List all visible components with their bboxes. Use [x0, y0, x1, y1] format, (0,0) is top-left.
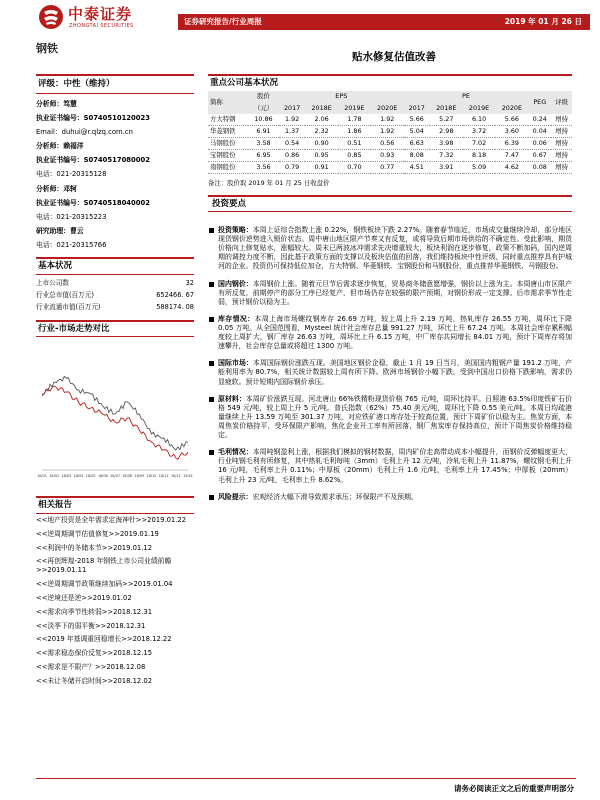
bullet-icon: [209, 317, 214, 322]
x-tick-label: 18/09: [134, 474, 145, 478]
x-tick-label: 18/05: [85, 474, 96, 478]
table-cell: 2.06: [305, 114, 338, 126]
table-cell: 0.08: [528, 161, 551, 173]
table-cell: 3.98: [430, 137, 463, 149]
table-note: 备注：股价取 2019 年 01 月 25 日收盘价: [208, 178, 330, 187]
company-name-cell: 方大特钢: [208, 114, 248, 126]
table-cell: 增持: [551, 149, 572, 161]
table-cell: 7.32: [430, 149, 463, 161]
table-cell: 1.92: [279, 114, 305, 126]
table-cell: 7.02: [463, 137, 496, 149]
table-cell: 0.24: [528, 114, 551, 126]
point-item: 原材料：本周矿价涨跌互现。河北唐山 66%铁精粉现货价格 765 元/吨，周环比持平。日照港 63.5%印度铁矿石价格 549 元/吨，较上周上升 5 元/吨。普氏指数（62%）75.40 美元/吨，周环比下降 0.55 美元/吨。本周日均疏港量继续上升 13.59 万吨至 301.37 万吨，对应铁矿港口库存处于较高位置，预计下周矿价以稳为主。焦炭方面，本周焦炭价格持平，受环保限产影响，焦化企业开工率有所回落，钢厂焦炭库存保持高位，预计下周焦炭价格维持稳定。: [208, 395, 572, 441]
table-row: [208, 114, 572, 126]
table-cell: 0.51: [338, 137, 371, 149]
logo-icon: [38, 4, 64, 30]
related-report-item[interactable]: <<逆周期调节估值修复>>2019.01.19: [36, 529, 159, 538]
industry-label: 钢铁: [36, 42, 58, 55]
bullet-icon: [209, 282, 214, 287]
table-cell: 0.90: [305, 137, 338, 149]
related-report-item[interactable]: <<再创辉煌-2018 年钢铁上市公司业绩前瞻>>2019.01.11: [36, 557, 172, 575]
stat-row: 行业总市值(百万元) 652466. 67: [36, 291, 194, 300]
table-cell: 3.58: [248, 137, 279, 149]
table-cell: 3.60: [495, 125, 528, 137]
report-title: 贴水修复估值改善: [352, 51, 436, 63]
company-name-cell: 华菱钢铁: [208, 125, 248, 137]
table-cell: 5.66: [404, 114, 430, 126]
table-cell: 3.91: [430, 161, 463, 173]
table-cell: 0.70: [338, 161, 371, 173]
analyst-line: 研究助理：曹云: [36, 227, 84, 236]
table-cell: 0.86: [279, 149, 305, 161]
analyst-line: 分析师：笃慧: [36, 99, 77, 108]
table-cell: 1.92: [371, 114, 404, 126]
x-tick-label: 18/07: [110, 474, 120, 478]
table-cell: 10.86: [248, 114, 279, 126]
table-row: [208, 137, 572, 149]
table-cell: 0.54: [279, 137, 305, 149]
table-row: [208, 149, 572, 161]
point-item: 风险提示：宏观经济大幅下滑导致需求承压；环保限产不及预期。: [208, 493, 572, 502]
key-points: [208, 226, 572, 510]
bullet-icon: [209, 450, 214, 455]
table-cell: 0.95: [305, 149, 338, 161]
related-reports-list: [36, 516, 196, 691]
table-cell: 0.56: [371, 137, 404, 149]
table-cell: 1.92: [371, 125, 404, 137]
series-line-1: [42, 376, 188, 450]
table-cell: 5.09: [463, 161, 496, 173]
analyst-line: Email：duhui@r.qlzq.com.cn: [36, 127, 133, 136]
table-cell: 2.32: [305, 125, 338, 137]
analyst-line: 执业证书编号：S0740517080002: [36, 156, 150, 165]
report-date: 2019 年 01 月 26 日: [504, 17, 582, 26]
table-cell: 6.95: [248, 149, 279, 161]
market-compare-chart: [36, 360, 194, 488]
table-cell: 0.77: [371, 161, 404, 173]
table-row: [208, 125, 572, 137]
series-line-0: [42, 386, 188, 459]
table-cell: 0.93: [371, 149, 404, 161]
table-cell: 8.08: [404, 149, 430, 161]
rating: 评级：中性（维持）: [36, 74, 194, 94]
company-name-cell: 马钢股份: [208, 137, 248, 149]
report-header: [0, 0, 600, 38]
table-cell: 6.39: [495, 137, 528, 149]
table-cell: 6.10: [463, 114, 496, 126]
key-points-title: 投资要点: [208, 195, 572, 213]
point-item: 库存情况：本周上海市场螺纹钢库存 26.69 万吨，较上周上升 2.19 万吨，热轧库存 26.55 万吨，周环比下降 0.05 万吨。从全国范围看，Mysteel 统计社会库存总量 991.27 万吨，环比上升 67.24 万吨。本周社会库存累积幅度较上周扩大，钢厂库存 26.63 万吨，周环比上升 6.15 万吨，中厂库存共同增长 84.01 万吨，预计下周库存将加速攀升，社会库存总量或将超过 1300 万吨。: [208, 315, 572, 351]
table-cell: 4.51: [404, 161, 430, 173]
x-tick-label: 18/08: [122, 474, 133, 478]
related-report-item[interactable]: <<逆境还是逆>>2019.01.02: [36, 593, 132, 602]
point-item: 国际市场：本周国际钢价涨跌互现。美国地区钢价企稳，截止 1 月 19 日当月，美国国内粗钢产量 191.2 万吨，产能利用率为 80.7%，相关统计数据较上周有所下降。欧洲市场钢价小幅下跌，受到中国出口价格下跌影响，需求仍显疲软。预计短期内国际钢价承压。: [208, 359, 572, 386]
stat-row: 行业流通市值(百万元) 588174. 08: [36, 303, 194, 312]
point-item: 投资策略：本周上证综合指数上涨 0.22%，钢铁板块下跌 2.27%。随着春节临近，市场成交量继续冷却，部分地区现货钢价逆势进入锁价状态。周中唐山地区限产节奏又有反复，或将导致后期市场供给的不确定性。受此影响，期货价格向上修复贴水，涨幅较大。周末已两波冰冲需求先决增重较大，板块利润在逐步修复，政策不断加码，国内逆周期的调控力度不断，因此基于政策方面的支撑以及板块估值的回落，我们维持板块中性评级，同时重点推荐具有护城河的企业。投资仍可保持低位加仓，方大特钢、华菱钢铁、宝钢股份和马钢股份，重点推荐华菱钢铁、马钢股份。: [208, 226, 572, 272]
market-compare-title: 行业-市场走势对比: [36, 320, 194, 338]
analyst-line: 分析师：邓轲: [36, 184, 77, 193]
company-table: [208, 91, 572, 174]
table-header-row: （元） 2017 2018E 2019E 2020E 2017 2018E 2019E 2020E: [208, 102, 572, 114]
x-tick-label: 19/01: [183, 474, 193, 478]
table-cell: 1.86: [338, 125, 371, 137]
x-tick-label: 18/02: [49, 474, 60, 478]
table-header-row: 简称 股价 EPS PE PEG 评级: [208, 91, 572, 103]
table-cell: 增持: [551, 161, 572, 173]
bullet-icon: [209, 228, 214, 233]
related-report-item[interactable]: <<淡季下的弱平衡>>2018.12.31: [36, 621, 146, 630]
logo-en-text: ZHONGTAI SECURITIES: [69, 23, 134, 29]
analyst-line: 电话：021-20315223: [36, 212, 107, 221]
x-tick-label: 18/03: [61, 474, 72, 478]
table-cell: 6.63: [404, 137, 430, 149]
related-report-item[interactable]: <<利润中的冬储本节>>2019.01.12: [36, 543, 153, 552]
footer: [36, 778, 576, 793]
table-cell: 8.18: [463, 149, 496, 161]
chart-svg: [36, 360, 194, 488]
analyst-list: [36, 100, 194, 250]
related-report-item[interactable]: <<逆周期调节政策继续加码>>2019.01.04: [36, 580, 173, 589]
table-cell: 1.78: [338, 114, 371, 126]
table-cell: 0.91: [305, 161, 338, 173]
stat-row: 上市公司数 32: [36, 278, 194, 287]
table-cell: 2.98: [430, 125, 463, 137]
bullet-icon: [209, 361, 214, 366]
analyst-line: 执业证书编号：S0740510120023: [36, 113, 150, 122]
table-cell: 0.67: [528, 149, 551, 161]
table-cell: 增持: [551, 114, 572, 126]
table-cell: 0.79: [279, 161, 305, 173]
footer-disclaimer: 请务必阅读正文之后的重要声明部分: [454, 784, 574, 793]
table-cell: 0.04: [528, 125, 551, 137]
company-table-title: 重点公司基本状况: [208, 74, 572, 91]
x-tick-label: 18/01: [37, 474, 47, 478]
bullet-icon: [209, 397, 214, 402]
company-name-cell: 宝钢股份: [208, 149, 248, 161]
table-row: [208, 161, 572, 173]
table-cell: 6.91: [248, 125, 279, 137]
company-name-cell: 南钢股份: [208, 161, 248, 173]
company-logo: [38, 4, 168, 32]
analyst-line: 分析师：赖福洋: [36, 142, 84, 151]
header-bar: [178, 14, 590, 30]
table-cell: 7.47: [495, 149, 528, 161]
table-cell: 增持: [551, 137, 572, 149]
table-cell: 5.66: [495, 114, 528, 126]
related-report-item[interactable]: <<需求稳态保价反复>>2018.12.15: [36, 649, 153, 658]
table-cell: 5.04: [404, 125, 430, 137]
table-cell: 1.37: [279, 125, 305, 137]
basic-status-title: 基本状况: [36, 257, 194, 275]
related-report-item[interactable]: <<未让冬储开启时间>>2018.12.02: [36, 676, 153, 685]
related-report-item[interactable]: <<需求向季节性转弱>>2018.12.31: [36, 607, 153, 616]
table-cell: 3.72: [463, 125, 496, 137]
left-column: [36, 74, 194, 337]
x-tick-label: 18/11: [158, 474, 169, 478]
right-column: [208, 74, 572, 212]
analyst-line: 电话：021-20315766: [36, 241, 107, 250]
table-cell: 0.06: [528, 137, 551, 149]
related-report-item[interactable]: <<地产投资是全年需求定海神针>>2019.01.22: [36, 516, 187, 524]
x-tick-label: 18/06: [97, 474, 108, 478]
x-tick-label: 18/10: [146, 474, 157, 478]
point-item: 毛利情况：本周吨钢盈利上涨，根据我们模拟的钢材数据，周内矿价走高带动成本小幅提升，而钢价反弹幅度更大，行业吨钢毛利有所修复，其中热轧毛利每吨（3mm）毛利上升 12 元/吨，冷轧毛利上升 11.87%，螺纹钢毛利上升 16 元/吨，毛利率上升 0.11%；中厚板（20mm）毛利上升 1.6 元/吨，毛利率上升 17.45%；中厚板（20mm）毛利上升 23 元/吨，毛利率上升 8.62%。: [208, 448, 572, 484]
analyst-line: 执业证书编号：S0740518040002: [36, 198, 150, 207]
table-cell: 5.27: [430, 114, 463, 126]
x-tick-label: 18/04: [73, 474, 84, 478]
related-report-item[interactable]: <<需求是不限产？>>2018.12.08: [36, 663, 146, 672]
x-tick-label: 18/12: [170, 474, 181, 478]
table-cell: 增持: [551, 125, 572, 137]
point-item: 国内钢价：本周钢价上涨。随着元旦节后需求逐步恢复，贸易商冬储意愿增强，钢价以上涨为主。本周唐山市区限产有所反复，前期停产的部分工序已经复产，但市场仍存在较强的限产预期，对钢价形成一定支撑。后市需求季节性走弱，预计钢价以稳为主。: [208, 280, 572, 307]
report-type: 证券研究报告/行业周报: [184, 17, 262, 26]
analyst-line: 电话：021-20315128: [36, 170, 107, 179]
table-cell: 3.56: [248, 161, 279, 173]
table-cell: 4.62: [495, 161, 528, 173]
related-reports-title: 相关报告: [36, 496, 194, 514]
related-report-item[interactable]: <<2019 年基调重回稳增长>>2018.12.22: [36, 635, 172, 644]
bullet-icon: [209, 495, 214, 500]
table-cell: 0.85: [338, 149, 371, 161]
logo-cn-text: 中泰证券: [68, 5, 133, 23]
